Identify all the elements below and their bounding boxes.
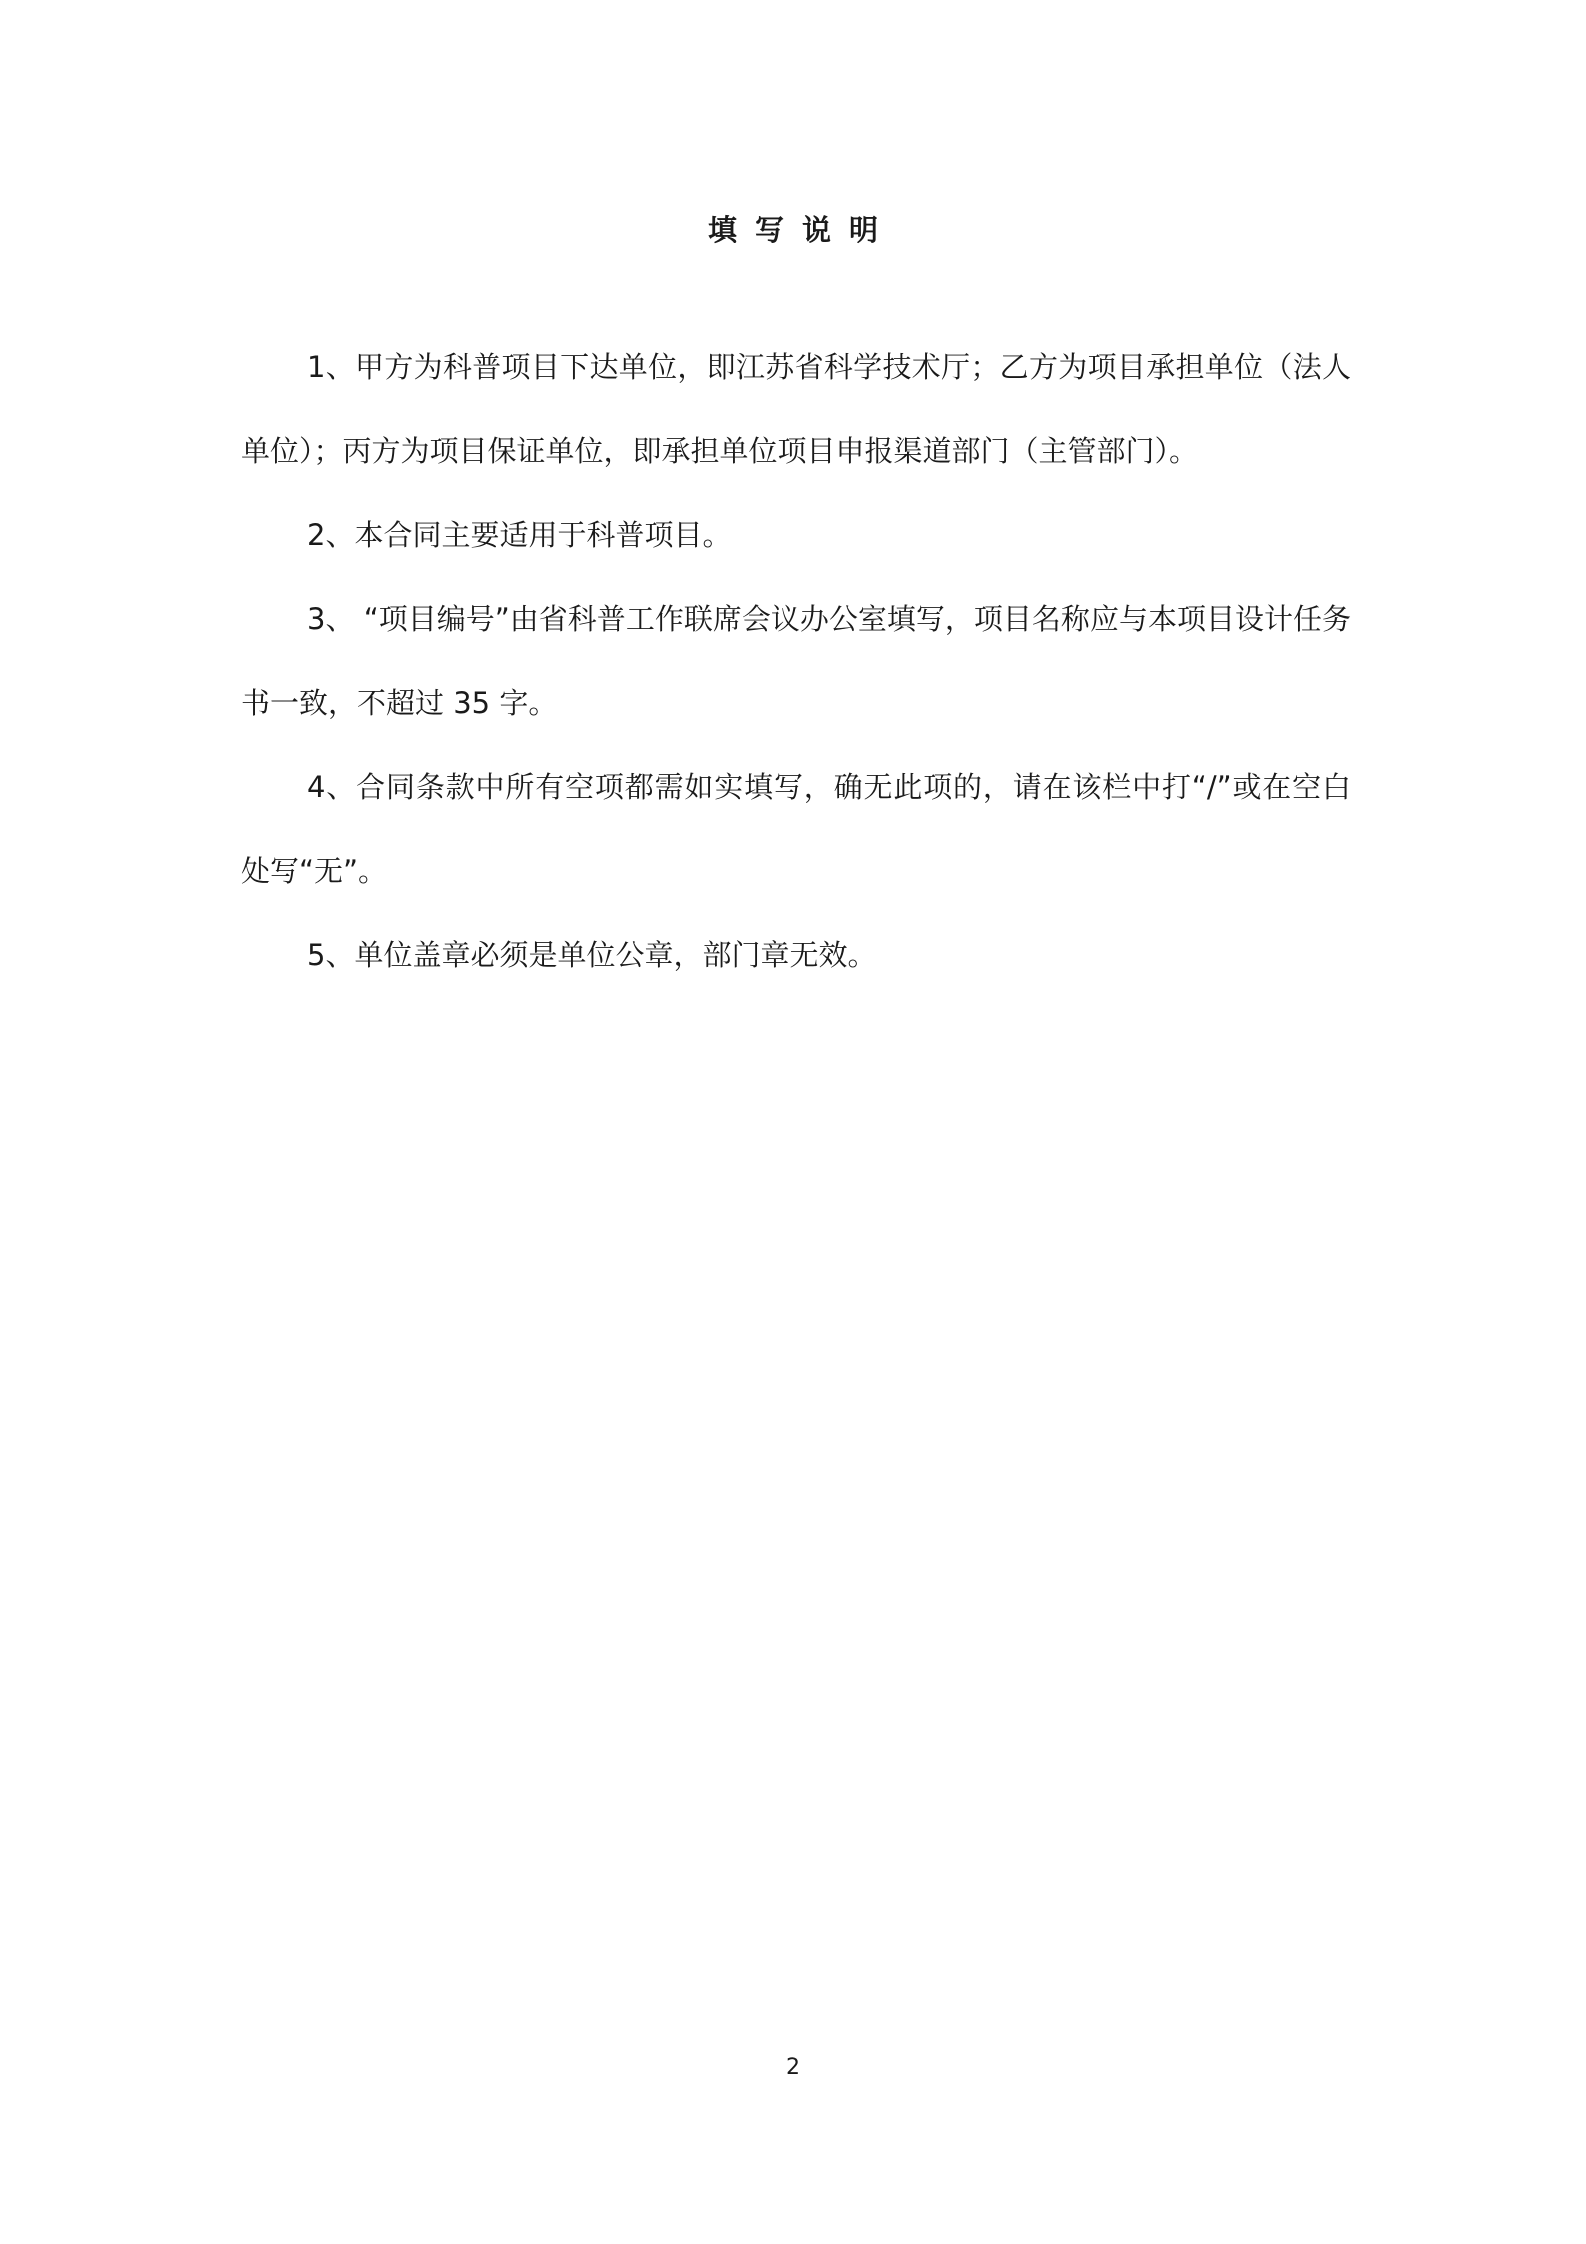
instruction-item-3: 3、 “项目编号”由省科普工作联席会议办公室填写，项目名称应与本项目设计任务书一致，不超过 35 字。 [241, 602, 1351, 720]
instruction-item-4: 4、合同条款中所有空项都需如实填写，确无此项的，请在该栏中打“/”或在空白处写“无”。 [241, 770, 1351, 888]
instruction-item-1: 1、甲方为科普项目下达单位，即江苏省科学技术厅；乙方为项目承担单位（法人单位）；丙方为项目保证单位，即承担单位项目申报渠道部门（主管部门）。 [241, 350, 1351, 468]
page-number: 2 [786, 2055, 800, 2080]
instruction-item-2: 2、本合同主要适用于科普项目。 [307, 518, 732, 552]
instructions-list [241, 325, 1351, 997]
page-title: 填写说明 [707, 213, 896, 247]
instruction-item-5: 5、单位盖章必须是单位公章，部门章无效。 [307, 938, 877, 972]
